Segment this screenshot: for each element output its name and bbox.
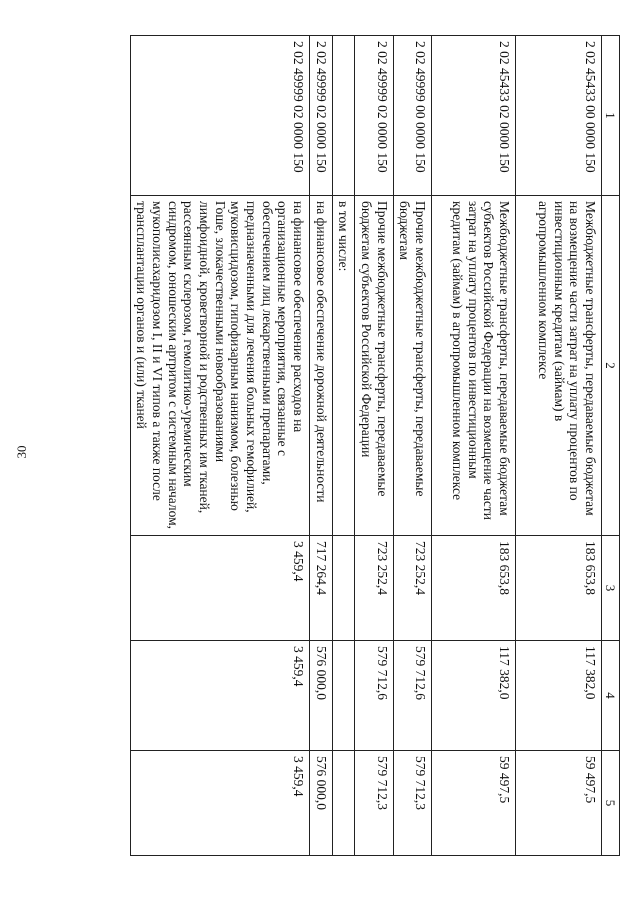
row-value-col5: 3 459,4 [130, 751, 309, 856]
header-col-1: 1 [601, 36, 619, 196]
row-name: в том числе: [332, 196, 355, 536]
row-value-col5 [332, 751, 355, 856]
row-value-col3: 3 459,4 [130, 536, 309, 641]
row-name: Прочие межбюджетные трансферты, передаваемые бюджетам [393, 196, 431, 536]
row-value-col5: 576 000,0 [309, 751, 332, 856]
budget-transfers-table [130, 35, 620, 856]
row-value-col3: 183 653,8 [431, 536, 515, 641]
row-name: Межбюджетные трансферты, передаваемые бюджетам субъектов Российской Федерации на возмещение части затрат на уплату процентов по инвестиционным кредитам (займам) в агропромышленном комплексе [431, 196, 515, 536]
header-row [601, 36, 619, 856]
table-row [515, 36, 601, 856]
row-value-col5: 59 497,5 [431, 751, 515, 856]
row-code: 2 02 49999 02 0000 150 [309, 36, 332, 196]
header-col-2: 2 [601, 196, 619, 536]
rotated-table-container [60, 35, 620, 855]
row-code: 2 02 45433 02 0000 150 [431, 36, 515, 196]
row-value-col3: 723 252,4 [393, 536, 431, 641]
table-row [309, 36, 332, 856]
row-value-col4 [332, 641, 355, 751]
row-value-col4: 117 382,0 [515, 641, 601, 751]
row-name: на финансовое обеспечение дорожной деятельности [309, 196, 332, 536]
row-value-col3 [332, 536, 355, 641]
table-row [355, 36, 393, 856]
header-col-5: 5 [601, 751, 619, 856]
row-code: 2 02 45433 00 0000 150 [515, 36, 601, 196]
row-code: 2 02 49999 00 0000 150 [393, 36, 431, 196]
header-col-3: 3 [601, 536, 619, 641]
row-value-col3: 717 264,4 [309, 536, 332, 641]
table-row [332, 36, 355, 856]
row-value-col4: 117 382,0 [431, 641, 515, 751]
row-code: 2 02 49999 02 0000 150 [355, 36, 393, 196]
row-code [332, 36, 355, 196]
row-value-col5: 579 712,3 [393, 751, 431, 856]
table-row [393, 36, 431, 856]
row-value-col4: 3 459,4 [130, 641, 309, 751]
row-value-col5: 59 497,5 [515, 751, 601, 856]
row-name: на финансовое обеспечение расходов на организационные мероприятия, связанные с обеспечением лиц лекарственными препаратами, предназначенными для лечения больных гемофилией, муковисцидозом, гипофизарным нанизмом, болезнью Гоше, злокачественными новообразованиями лимфоидной, кроветворной и родственных им тканей, рассеянным склерозом, гемолитико-уремическим синдромом, юношеским артритом с системным началом, мукополисахаридозом I, II и VI типов а также после трансплантации органов и (или) тканей [130, 196, 309, 536]
page-number: 30 [14, 445, 29, 459]
table-row [130, 36, 309, 856]
row-value-col4: 579 712,6 [393, 641, 431, 751]
row-value-col3: 183 653,8 [515, 536, 601, 641]
table-row [431, 36, 515, 856]
row-value-col4: 576 000,0 [309, 641, 332, 751]
row-value-col3: 723 252,4 [355, 536, 393, 641]
row-value-col4: 579 712,6 [355, 641, 393, 751]
row-name: Межбюджетные трансферты, передаваемые бюджетам на возмещение части затрат на уплату процентов по инвестиционным кредитам (займам) в агропромышленном комплексе [515, 196, 601, 536]
row-value-col5: 579 712,3 [355, 751, 393, 856]
row-name: Прочие межбюджетные трансферты, передаваемые бюджетам субъектов Российской Федерации [355, 196, 393, 536]
row-code: 2 02 49999 02 0000 150 [130, 36, 309, 196]
header-col-4: 4 [601, 641, 619, 751]
